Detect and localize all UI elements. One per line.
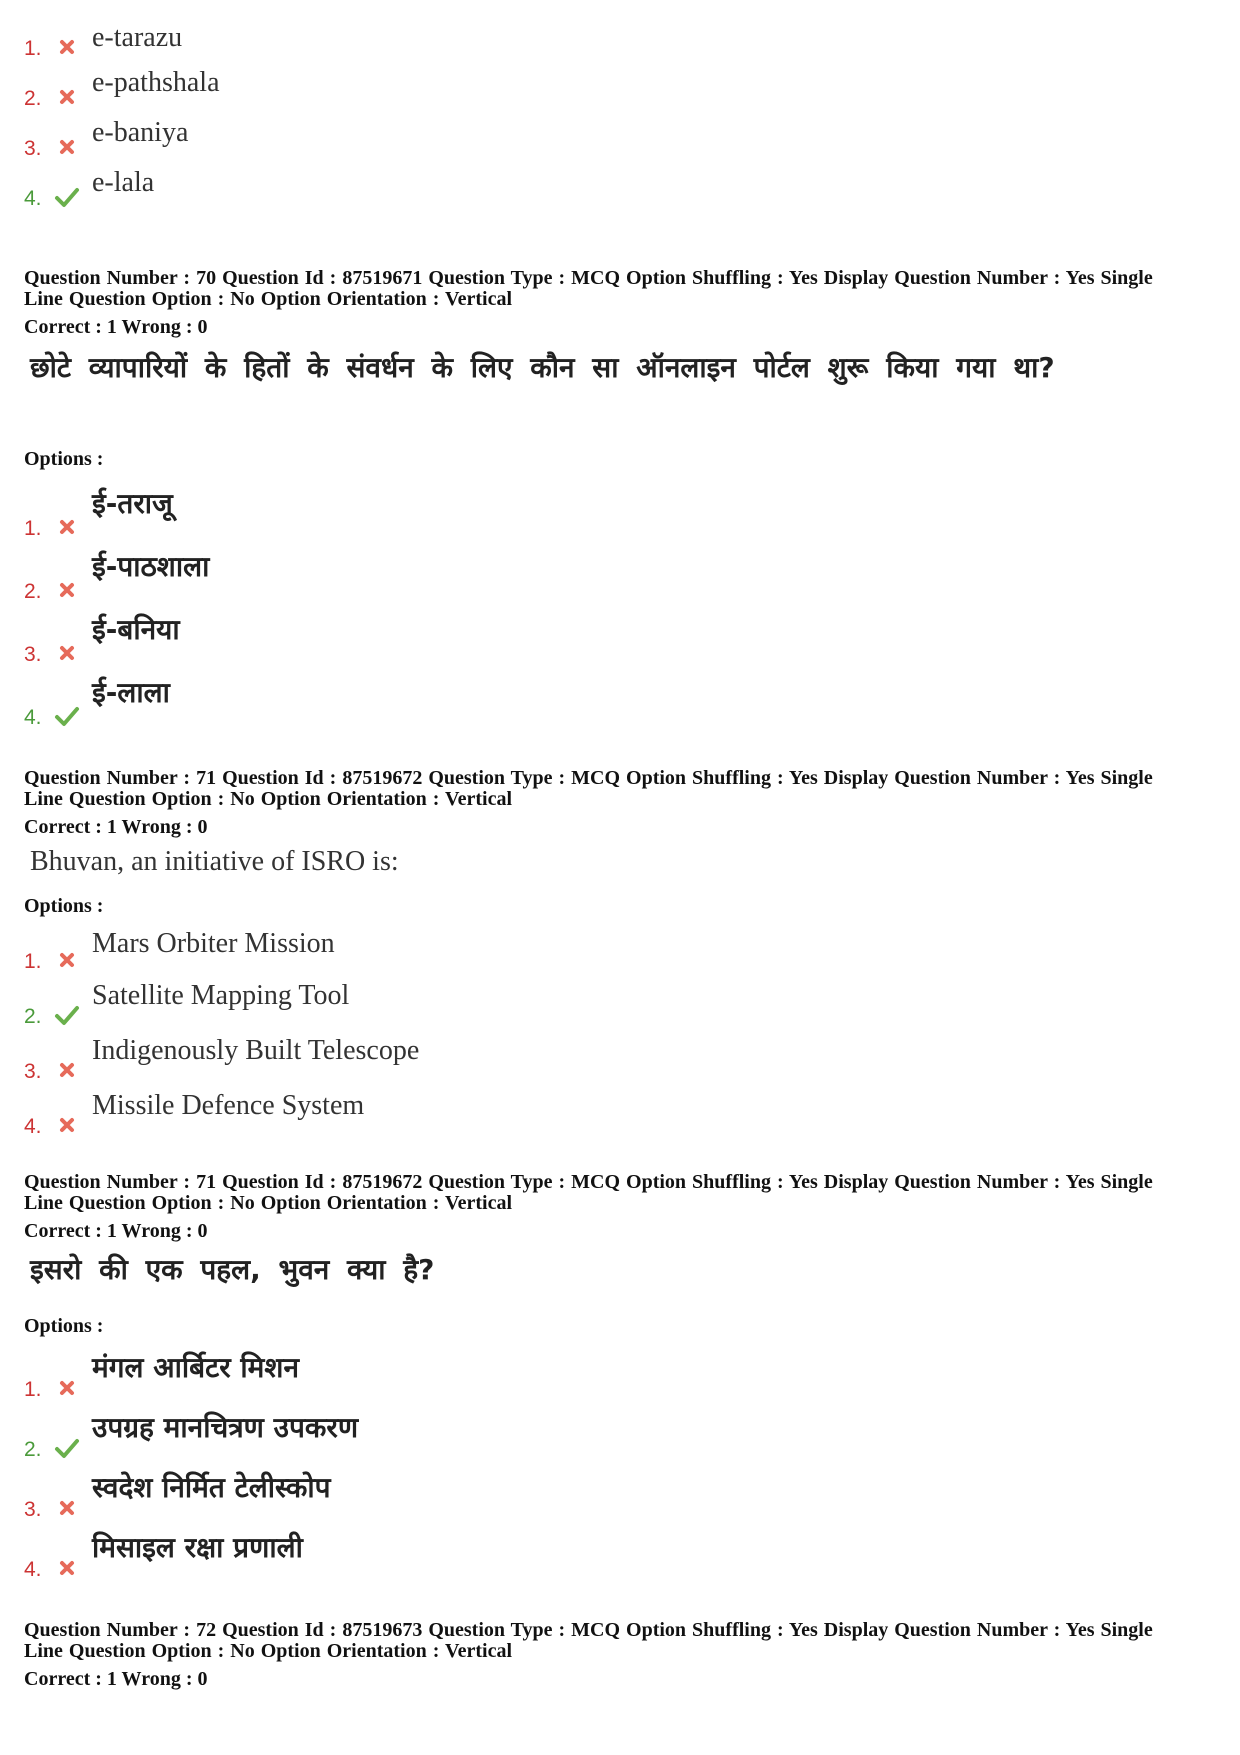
wrong-icon xyxy=(54,641,80,665)
wrong-icon xyxy=(54,85,80,109)
option-number: 3. xyxy=(24,137,42,160)
wrong-icon xyxy=(54,515,80,539)
question-meta xyxy=(24,768,1220,810)
correct-icon xyxy=(54,704,80,728)
question-meta-line: Question Number : 71 Question Id : 87519672 Question Type : MCQ Option Shuffling : Yes Display Question Number : Yes Single xyxy=(24,1171,1153,1193)
option-text: Missile Defence System xyxy=(92,1090,365,1121)
option-text: मिसाइल रक्षा प्रणाली xyxy=(92,1531,303,1564)
wrong-icon xyxy=(54,1113,80,1137)
option-text: उपग्रह मानचित्रण उपकरण xyxy=(92,1411,359,1444)
option-number: 1. xyxy=(24,1378,42,1401)
option-text: ई-बनिया xyxy=(92,613,180,646)
option-text: ई-पाठशाला xyxy=(92,550,210,583)
option-number: 4. xyxy=(24,706,42,729)
option-number: 3. xyxy=(24,1060,42,1083)
question-meta-line: Question Number : 71 Question Id : 87519672 Question Type : MCQ Option Shuffling : Yes Display Question Number : Yes Single xyxy=(24,767,1153,789)
question-meta-line: Line Question Option : No Option Orientation : Vertical xyxy=(24,288,513,310)
question-meta-line: Question Number : 72 Question Id : 87519673 Question Type : MCQ Option Shuffling : Yes Display Question Number : Yes Single xyxy=(24,1619,1153,1641)
question-text: Bhuvan, an initiative of ISRO is: xyxy=(30,846,399,877)
question-meta xyxy=(24,268,1220,310)
option-number: 3. xyxy=(24,1498,42,1521)
correct-icon xyxy=(54,1003,80,1027)
option-text: e-tarazu xyxy=(92,22,183,53)
option-text: स्वदेश निर्मित टेलीस्कोप xyxy=(92,1471,331,1504)
option-number: 4. xyxy=(24,1558,42,1581)
correct-wrong-marks: Correct : 1 Wrong : 0 xyxy=(24,1668,208,1690)
option-number: 2. xyxy=(24,87,42,110)
wrong-icon xyxy=(54,578,80,602)
question-meta-line: Line Question Option : No Option Orientation : Vertical xyxy=(24,1640,513,1662)
wrong-icon xyxy=(54,1376,80,1400)
option-text: ई-तराजू xyxy=(92,487,173,520)
wrong-icon xyxy=(54,1058,80,1082)
options-label: Options : xyxy=(24,448,104,470)
option-number: 2. xyxy=(24,1438,42,1461)
question-meta-line: Line Question Option : No Option Orientation : Vertical xyxy=(24,788,513,810)
question-meta-line: Question Number : 70 Question Id : 87519671 Question Type : MCQ Option Shuffling : Yes Display Question Number : Yes Single xyxy=(24,267,1153,289)
option-number: 4. xyxy=(24,187,42,210)
option-text: e-lala xyxy=(92,167,155,198)
wrong-icon xyxy=(54,948,80,972)
correct-wrong-marks: Correct : 1 Wrong : 0 xyxy=(24,816,208,838)
option-text: मंगल आर्बिटर मिशन xyxy=(92,1351,299,1384)
wrong-icon xyxy=(54,135,80,159)
wrong-icon xyxy=(54,1496,80,1520)
correct-icon xyxy=(54,185,80,209)
correct-wrong-marks: Correct : 1 Wrong : 0 xyxy=(24,316,208,338)
correct-icon xyxy=(54,1436,80,1460)
question-text: छोटे व्यापारियों के हितों के संवर्धन के लिए कौन सा ऑनलाइन पोर्टल शुरू किया गया था? xyxy=(30,351,1055,384)
wrong-icon xyxy=(54,1556,80,1580)
question-text: इसरो की एक पहल, भुवन क्या है? xyxy=(30,1253,435,1286)
correct-wrong-marks: Correct : 1 Wrong : 0 xyxy=(24,1220,208,1242)
option-number: 4. xyxy=(24,1115,42,1138)
option-number: 1. xyxy=(24,950,42,973)
option-text: e-pathshala xyxy=(92,67,220,98)
question-meta xyxy=(24,1620,1220,1662)
option-number: 2. xyxy=(24,580,42,603)
question-meta-line: Line Question Option : No Option Orientation : Vertical xyxy=(24,1192,513,1214)
options-label: Options : xyxy=(24,895,104,917)
option-number: 1. xyxy=(24,517,42,540)
option-number: 3. xyxy=(24,643,42,666)
option-text: Indigenously Built Telescope xyxy=(92,1035,420,1066)
options-label: Options : xyxy=(24,1315,104,1337)
option-number: 1. xyxy=(24,37,42,60)
option-number: 2. xyxy=(24,1005,42,1028)
option-text: Satellite Mapping Tool xyxy=(92,980,350,1011)
option-text: Mars Orbiter Mission xyxy=(92,928,335,959)
question-meta xyxy=(24,1172,1220,1214)
wrong-icon xyxy=(54,35,80,59)
option-text: ई-लाला xyxy=(92,676,170,709)
option-text: e-baniya xyxy=(92,117,189,148)
